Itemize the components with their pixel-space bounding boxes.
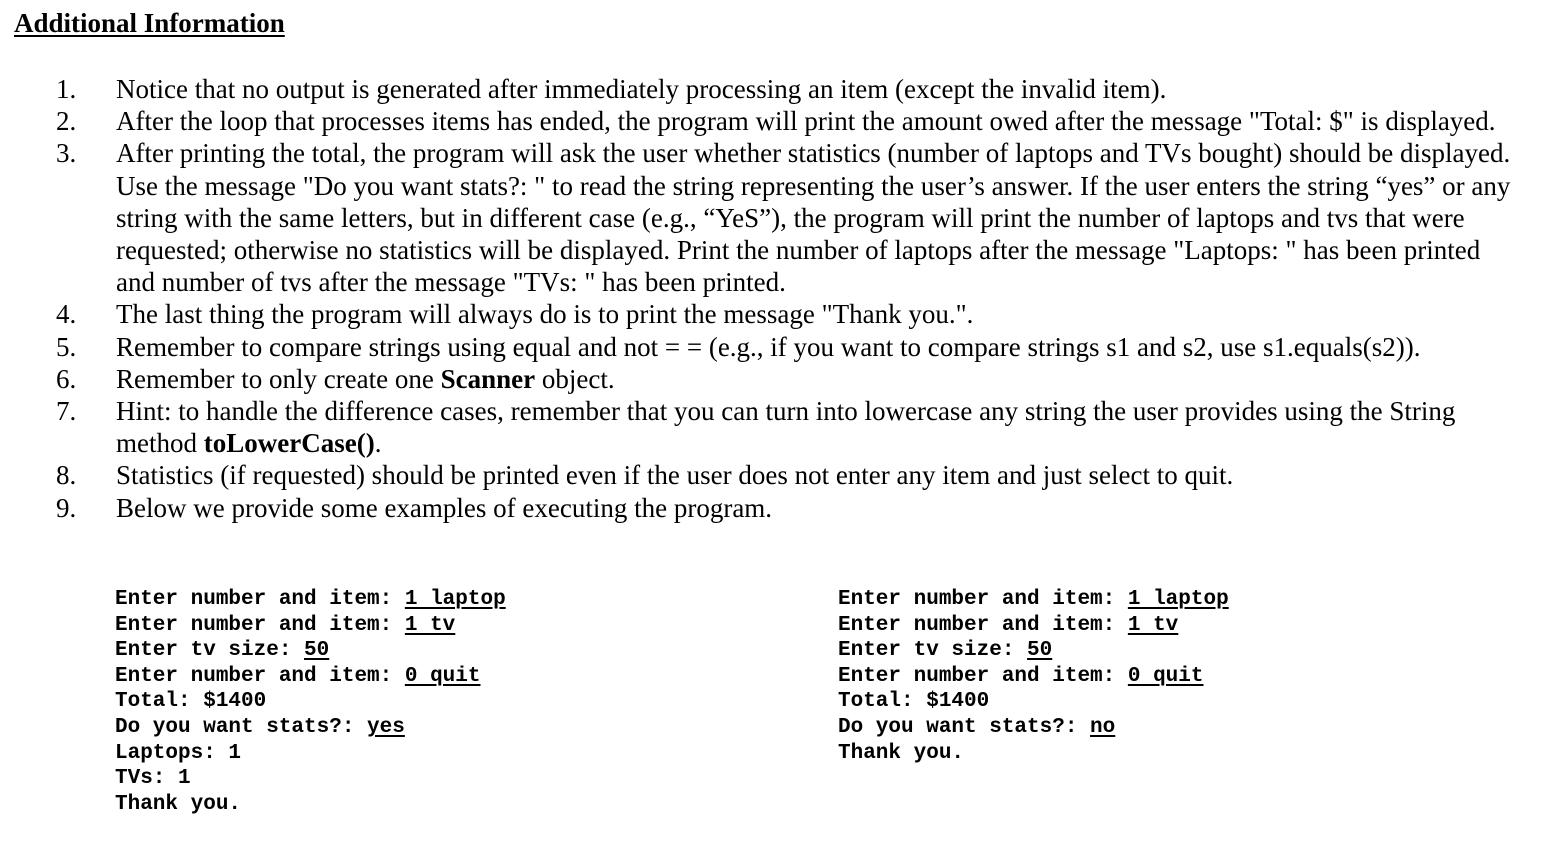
- console-prompt: Do you want stats?:: [115, 715, 368, 739]
- list-item-number: 6.: [56, 363, 77, 394]
- console-line: [838, 587, 1229, 613]
- console-line: [838, 689, 1229, 715]
- list-item-text: [116, 363, 1516, 395]
- list-item: [56, 73, 1516, 105]
- list-item: [56, 331, 1516, 363]
- text-run: object.: [535, 363, 615, 394]
- list-item-number: 1.: [56, 74, 77, 104]
- console-prompt: Enter number and item:: [115, 613, 405, 637]
- list-item-text: [116, 73, 1516, 105]
- console-prompt: TVs: 1: [115, 767, 191, 791]
- console-line: [115, 689, 506, 715]
- list-item-text: [116, 105, 1516, 137]
- list-item-number: 3.: [56, 138, 77, 169]
- list-item-text: [116, 395, 1516, 459]
- console-line: [115, 715, 506, 741]
- list-item: [56, 492, 1516, 524]
- console-prompt: Thank you.: [115, 792, 242, 816]
- console-user-input: 1 laptop: [404, 588, 506, 611]
- bold-term: toLowerCase(): [203, 428, 375, 459]
- list-item: [56, 395, 1516, 459]
- console-line: [838, 741, 1229, 767]
- list-item-text: [116, 137, 1516, 298]
- list-item: [56, 105, 1516, 137]
- list-item: [56, 137, 1516, 298]
- console-user-input: yes: [367, 715, 405, 739]
- text-run: Notice that no output is generated after immediately processing an item (except the invalid item).: [116, 74, 1167, 104]
- list-item-text: [116, 331, 1516, 363]
- console-line: [115, 766, 506, 792]
- bold-term: Scanner: [440, 363, 536, 394]
- console-line: [115, 613, 506, 639]
- list-item-number: 9.: [56, 492, 77, 523]
- console-prompt: Enter number and item:: [838, 613, 1128, 637]
- console-user-input: 0 quit: [1127, 664, 1204, 688]
- console-line: [115, 741, 506, 767]
- list-item-number: 5.: [56, 331, 77, 362]
- console-prompt: Enter tv size:: [838, 639, 1028, 663]
- text-run: Statistics (if requested) should be printed even if the user does not enter any item and just select to quit.: [116, 460, 1234, 491]
- console-user-input: 1 laptop: [1127, 588, 1229, 611]
- console-user-input: no: [1090, 715, 1116, 739]
- text-run: .: [374, 428, 382, 459]
- list-item-number: 7.: [56, 396, 77, 427]
- console-prompt: Total: $1400: [115, 690, 267, 714]
- list-item: [56, 459, 1516, 491]
- console-line: [115, 664, 506, 690]
- console-user-input: 1 tv: [404, 613, 456, 637]
- example-run-no: [838, 587, 1229, 766]
- console-user-input: 1 tv: [1127, 613, 1179, 637]
- list-item-text: [116, 298, 1516, 330]
- console-line: [115, 587, 506, 613]
- text-run: Hint: to handle the difference cases, remember that you can turn into lowercase any string the user provides using the String method: [116, 396, 1456, 459]
- console-line: [115, 638, 506, 664]
- text-run: The last thing the program will always do is to print the message "Thank you.".: [116, 299, 974, 330]
- console-line: [838, 715, 1229, 741]
- example-run-yes: [115, 587, 506, 817]
- console-user-input: 0 quit: [404, 664, 481, 688]
- text-run: Remember to only create one: [116, 363, 441, 394]
- list-item-text: [116, 492, 1516, 524]
- console-prompt: Laptops: 1: [115, 741, 242, 765]
- console-prompt: Enter number and item:: [838, 664, 1128, 688]
- console-prompt: Total: $1400: [838, 690, 990, 714]
- console-user-input: 50: [304, 639, 330, 663]
- text-run: Below we provide some examples of executing the program.: [116, 492, 773, 523]
- console-line: [838, 638, 1229, 664]
- page-title: Additional Information: [14, 8, 285, 38]
- list-item-text: [116, 459, 1516, 491]
- list-item-number: 2.: [56, 106, 77, 137]
- list-item-number: 8.: [56, 460, 77, 491]
- console-prompt: Enter tv size:: [115, 639, 305, 663]
- console-line: [115, 792, 506, 818]
- list-item: [56, 298, 1516, 330]
- list-item: [56, 363, 1516, 395]
- text-run: Remember to compare strings using equal and not = = (e.g., if you want to compare strings s1 and s2, use s1.equals(s2)).: [116, 331, 1421, 362]
- console-prompt: Do you want stats?:: [838, 715, 1091, 739]
- console-prompt: Thank you.: [838, 741, 965, 765]
- console-prompt: Enter number and item:: [838, 588, 1128, 611]
- console-prompt: Enter number and item:: [115, 588, 405, 611]
- console-line: [838, 613, 1229, 639]
- text-run: After printing the total, the program will ask the user whether statistics (number of laptops and TVs bought) should be displayed. Use the message "Do you want stats?: " to read the string representing the user’s answer. If the user enters the string “yes” or any string with the same letters, but in different case (e.g., “YeS”), the program will print the number of laptops and tvs that were requested; otherwise no statistics will be displayed. Print the number of laptops after the message "Laptops: " has been printed and number of tvs after the message "TVs: " has been printed.: [116, 138, 1511, 298]
- list-item-number: 4.: [56, 299, 77, 330]
- console-user-input: 50: [1027, 639, 1053, 663]
- console-prompt: Enter number and item:: [115, 664, 405, 688]
- console-line: [838, 664, 1229, 690]
- instruction-list: [56, 73, 1516, 524]
- text-run: After the loop that processes items has ended, the program will print the amount owed after the message "Total: $" is displayed.: [116, 106, 1496, 137]
